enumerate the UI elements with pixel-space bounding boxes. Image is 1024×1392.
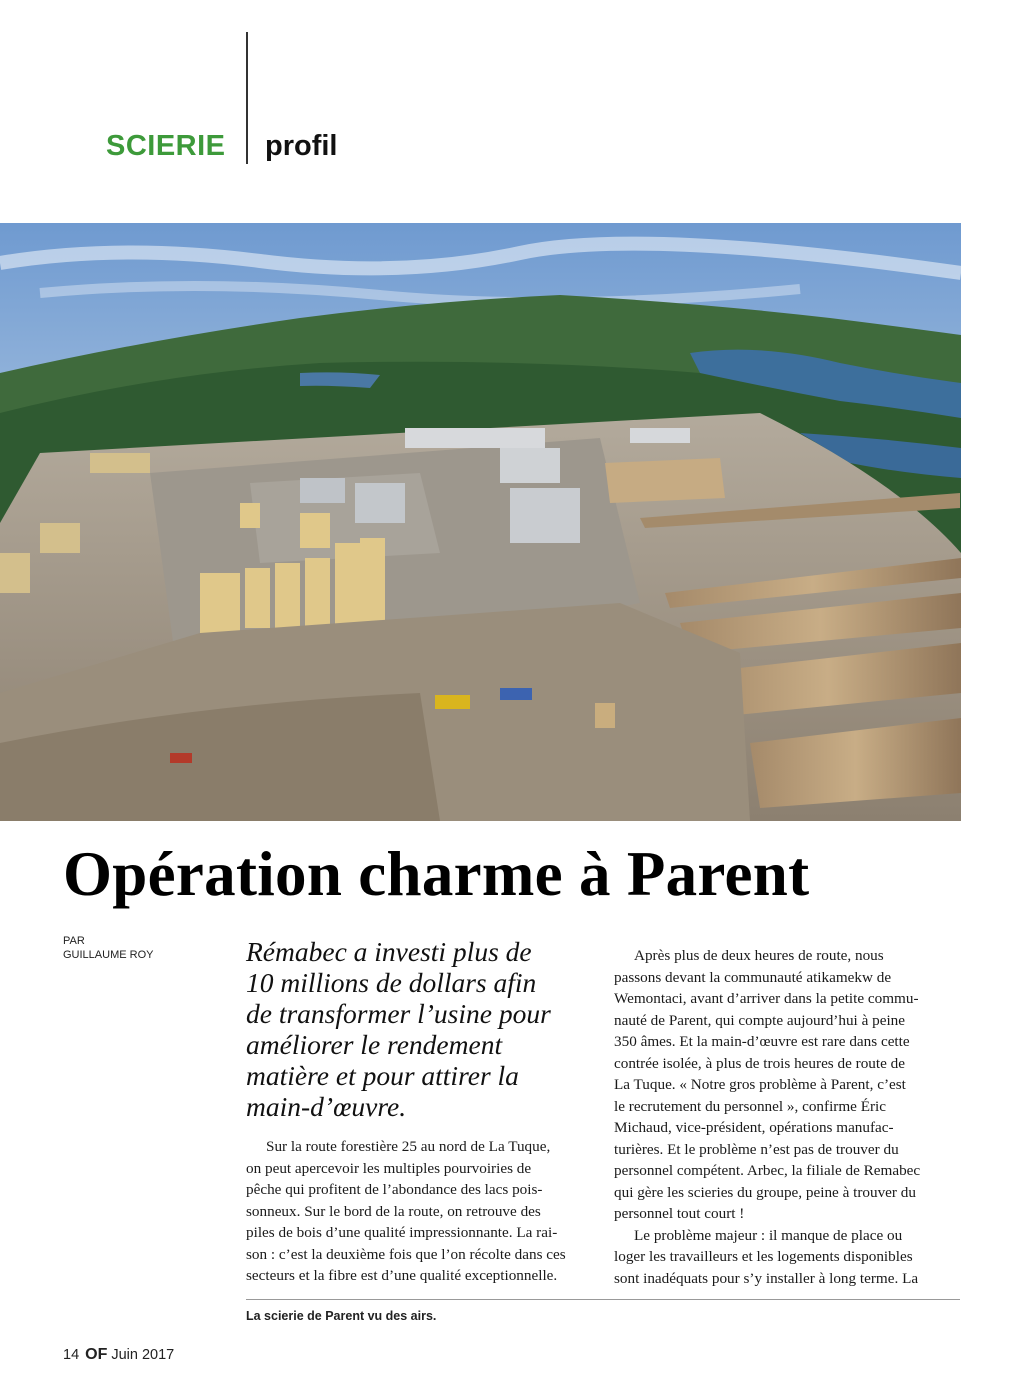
body-line: loger les travailleurs et les logements disponibles <box>614 1248 913 1265</box>
section-label: SCIERIE <box>106 130 226 162</box>
body-column-2 <box>614 945 960 1289</box>
article-headline: Opération charme à Parent <box>63 839 810 909</box>
issue-date: Juin 2017 <box>111 1347 175 1363</box>
body-line: secteurs et la fibre est d’une qualité exceptionnelle. <box>246 1267 558 1284</box>
page-number: 14 <box>63 1347 80 1363</box>
body-line: nauté de Parent, qui compte aujourd’hui à peine <box>614 1011 905 1029</box>
lede-line: 10 millions de dollars afin <box>246 967 537 998</box>
body-line: son : c’est la deuxième fois que l’on récolte dans ces <box>246 1245 566 1263</box>
body-line: pêche qui profitent de l’abondance des lacs pois- <box>246 1181 543 1198</box>
header-divider <box>246 32 248 164</box>
body-line: La Tuque. « Notre gros problème à Parent, c’est <box>614 1076 906 1093</box>
aerial-sawmill-photo <box>0 223 961 821</box>
body-line: personnel compétent. Arbec, la filiale de Remabec <box>614 1162 921 1179</box>
body-line: passons devant la communauté atikamekw de <box>614 968 892 986</box>
body-line: piles de bois d’une qualité impressionnante. La rai- <box>246 1224 558 1241</box>
magazine-name: OF <box>85 1346 108 1363</box>
article-lede <box>246 936 596 1122</box>
body-column-1 <box>246 1136 596 1287</box>
caption-divider <box>246 1299 960 1300</box>
body-line: sonneux. Sur le bord de la route, on retrouve des <box>246 1202 541 1220</box>
lede-line: améliorer le rendement <box>246 1029 503 1060</box>
body-line: Wemontaci, avant d’arriver dans la petite commu- <box>614 990 919 1007</box>
body-line: Après plus de deux heures de route, nous <box>634 947 884 964</box>
subsection-label: profil <box>265 130 338 162</box>
byline-author: GUILLAUME ROY <box>63 949 154 961</box>
body-line: turières. Et le problème n’est pas de trouver du <box>614 1140 899 1158</box>
body-line: qui gère les scieries du groupe, peine à trouver du <box>614 1183 916 1201</box>
body-line: Sur la route forestière 25 au nord de La Tuque, <box>266 1138 551 1155</box>
byline-prefix: PAR <box>63 935 85 947</box>
body-line: contrée isolée, à plus de trois heures de route de <box>614 1054 905 1072</box>
body-line: 350 âmes. Et la main-d’œuvre est rare dans cette <box>614 1033 910 1050</box>
body-line: Michaud, vice-président, opérations manufac- <box>614 1119 894 1136</box>
lede-line: matière et pour attirer la <box>246 1060 519 1091</box>
photo-caption: La scierie de Parent vu des airs. <box>246 1309 437 1323</box>
byline <box>63 934 153 962</box>
body-line: Le problème majeur : il manque de place ou <box>634 1226 903 1244</box>
body-line: personnel tout court ! <box>614 1205 745 1222</box>
lede-line: Rémabec a investi plus de <box>246 936 532 967</box>
lede-line: main-d’œuvre. <box>246 1091 407 1122</box>
body-line: on peut apercevoir les multiples pourvoiries de <box>246 1159 532 1177</box>
lede-line: de transformer l’usine pour <box>246 998 551 1029</box>
body-line: sont inadéquats pour s’y installer à long terme. La <box>614 1269 919 1287</box>
body-line: le recrutement du personnel », confirme Éric <box>614 1097 886 1115</box>
page-folio <box>63 1346 174 1364</box>
